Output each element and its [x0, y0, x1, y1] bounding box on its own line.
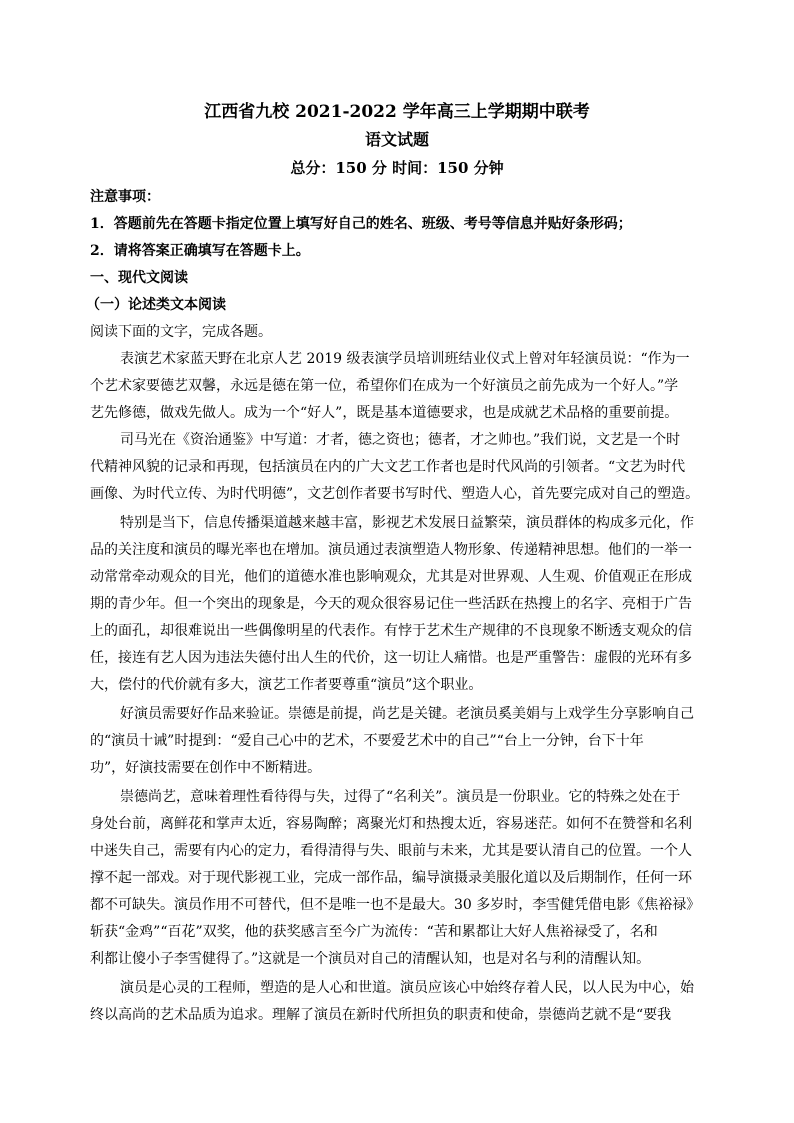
- passage-line: 艺先修德，做戏先做人。成为一个“好人”，既是基本道德要求，也是成就艺术品格的重要前提。: [90, 405, 679, 421]
- passage-line: 功”，好演技需要在创作中不断精进。: [90, 760, 322, 776]
- passage-line: 期的青少年。但一个突出的现象是，今天的观众很容易记住一些活跃在热搜上的名字、亮相于广告: [90, 596, 692, 612]
- passage-line: 崇德尚艺，意味着理性看待得与失，过得了“名利关”。演员是一份职业。它的特殊之处在于: [120, 789, 681, 805]
- passage-line: 演员是心灵的工程师，塑造的是人心和世道。演员应该心中始终存着人民，以人民为中心，始: [120, 980, 694, 996]
- section-sub-heading: （一）论述类文本阅读: [86, 297, 226, 313]
- passage-line: 画像、为时代立传、为时代明德”，文艺创作者要书写时代、塑造人心，首先要完成对自己的塑造。: [90, 486, 700, 502]
- passage-line: 好演员需要好作品来验证。崇德是前提，尚艺是关键。老演员奚美娟与上戏学生分享影响自己: [120, 706, 694, 722]
- passage-line: 终以高尚的艺术品质为追求。理解了演员在新时代所担负的职责和使命，崇德尚艺就不是“要我: [90, 1007, 672, 1023]
- passage-line: 动常常牵动观众的目光，他们的道德水准也影响观众，尤其是对世界观、人生观、价值观正在形成: [90, 569, 692, 585]
- passage-line: 中迷失自己，需要有内心的定力，看得清得与失、眼前与未来，尤其是要认清自己的位置。一个人: [90, 843, 692, 859]
- passage-line: 撑不起一部戏。对于现代影视工业，完成一部作品，编导演摄录美服化道以及后期制作，任何一环: [90, 870, 692, 886]
- reading-instruction: 阅读下面的文字，完成各题。: [90, 324, 272, 340]
- passage-line: 都不可缺失。演员作用不可替代，但不是唯一也不是最大。30 多岁时，李雪健凭借电影《焦裕禄》: [90, 897, 701, 913]
- section-part-heading: 一、现代文阅读: [90, 270, 188, 286]
- notice-item-1: 1．答题前先在答题卡指定位置上填写好自己的姓名、班级、考号等信息并贴好条形码；: [90, 216, 632, 232]
- passage-line: 上的面孔，却很难说出一些偶像明星的代表作。有悖于艺术生产规律的不良现象不断透支观众的信: [90, 623, 692, 639]
- passage-line: 品的关注度和演员的曝光率也在增加。演员通过表演塑造人物形象、传递精神思想。他们的一举一: [90, 542, 692, 558]
- passage-line: 任，接连有艺人因为违法失德付出人生的代价，这一切让人痛惜。也是严重警告：虚假的光环有多: [90, 650, 692, 666]
- exam-subject: 语文试题: [364, 130, 429, 149]
- notice-heading: 注意事项：: [90, 189, 160, 205]
- passage-line: 的“演员十诫”时提到：“爱自己心中的艺术，不要爱艺术中的自己”“台上一分钟，台下十年: [90, 733, 644, 749]
- passage-line: 大，偿付的代价就有多大，演艺工作者要尊重“演员”这个职业。: [90, 677, 483, 693]
- passage-line: 个艺术家要德艺双馨，永远是德在第一位，希望你们在成为一个好演员之前先成为一个好人。”学: [90, 378, 679, 394]
- passage-line: 利都让傻小子李雪健得了。”这就是一个演员对自己的清醒认知，也是对名与利的清醒认知。: [90, 951, 651, 967]
- exam-title: 江西省九校 2021-2022 学年高三上学期期中联考: [204, 102, 590, 122]
- passage-line: 特别是当下，信息传播渠道越来越丰富，影视艺术发展日益繁荣，演员群体的构成多元化，作: [120, 515, 694, 531]
- notice-item-2: 2．请将答案正确填写在答题卡上。: [90, 243, 310, 259]
- passage-line: 斩获“金鸡”“百花”双奖，他的获奖感言至今广为流传：“苦和累都让大好人焦裕禄受了，名和: [90, 924, 658, 940]
- passage-line: 身处台前，离鲜花和掌声太近，容易陶醉；离聚光灯和热搜太近，容易迷茫。如何不在赞誉和名利: [90, 816, 692, 832]
- passage-line: 司马光在《资治通鉴》中写道：才者，德之资也；德者，才之帅也。”我们说，文艺是一个时: [120, 432, 681, 448]
- passage-line: 代精神风貌的记录和再现，包括演员在内的广大文艺工作者也是时代风尚的引领者。“文艺为时代: [90, 459, 686, 475]
- passage-line: 表演艺术家蓝天野在北京人艺 2019 级表演学员培训班结业仪式上曾对年轻演员说：“作为一: [120, 351, 690, 367]
- exam-meta: 总分：150 分 时间：150 分钟: [290, 159, 504, 177]
